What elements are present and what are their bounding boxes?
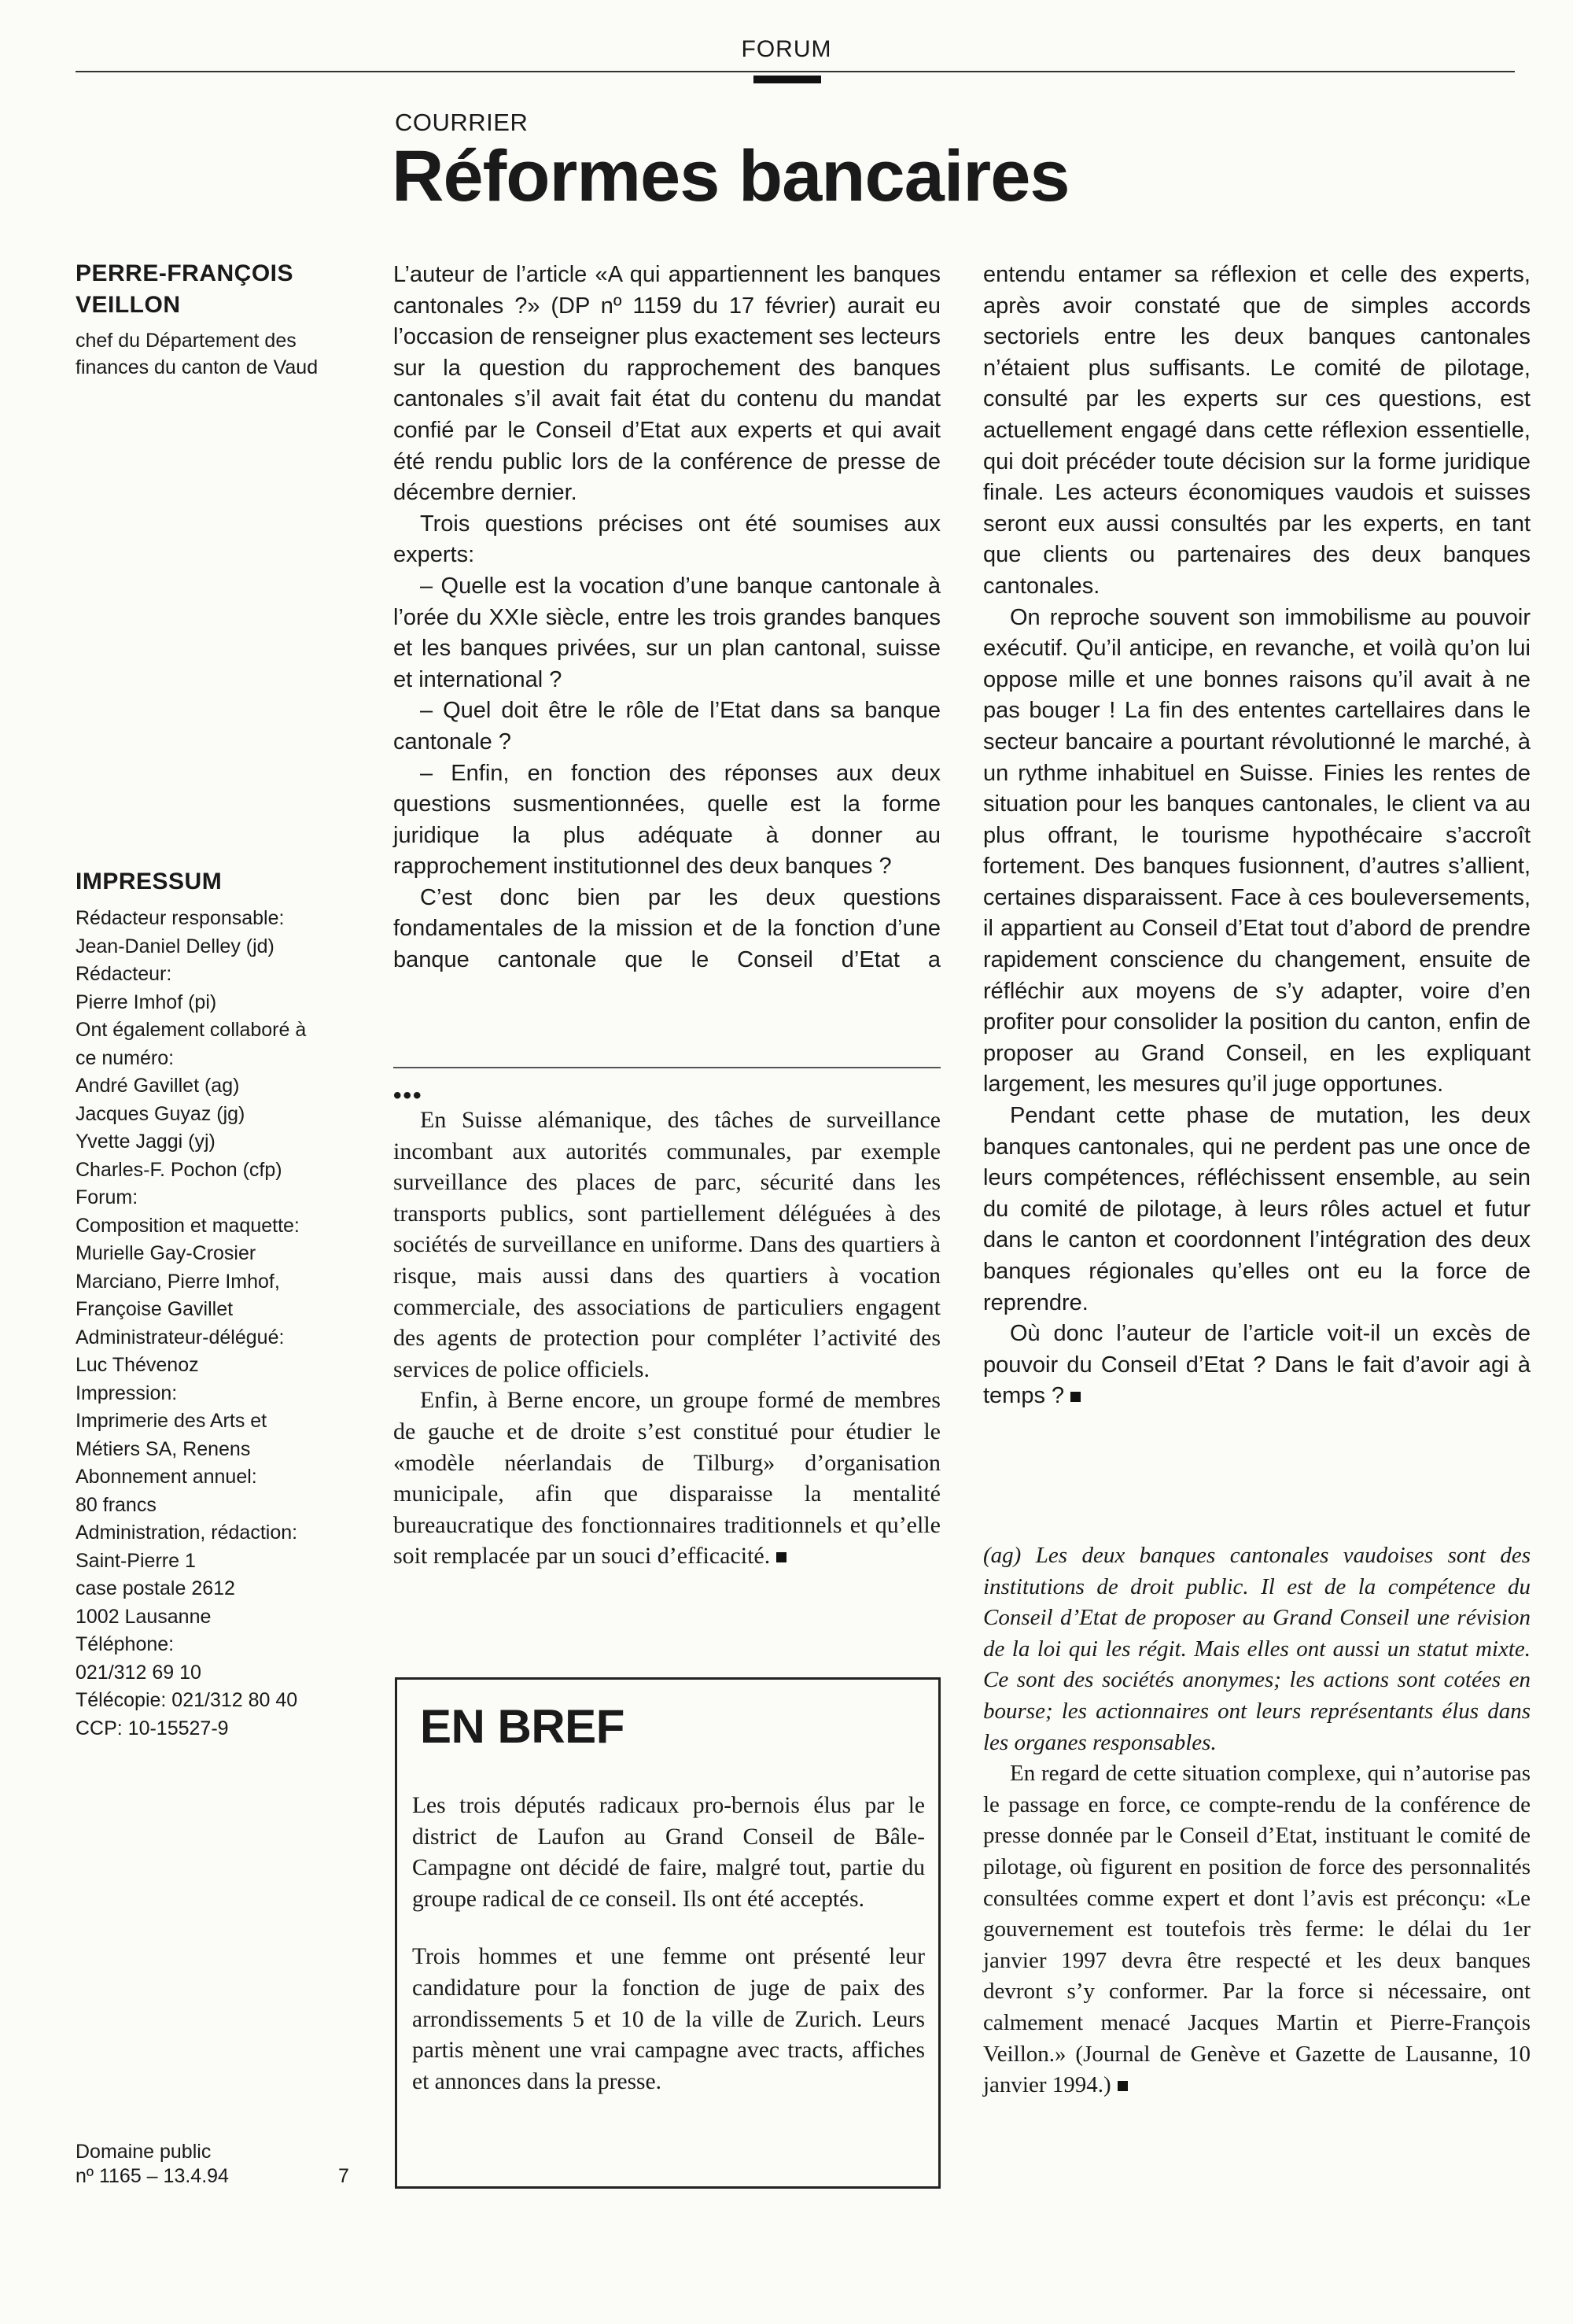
end-mark-icon (1070, 1392, 1081, 1402)
article-paragraph: L’auteur de l’article «A qui appartiennent les banques cantonales ?» (DP nº 1159 du 17 février) aurait eu l’occasion de renseigner plus exactement ses lecteurs sur la question du rapprochement des banques cantonales s’il avait fait état du contenu du mandat confié par le Conseil d’Etat aux experts et qui avait été rendu public lors de la conférence de presse de décembre dernier. (393, 262, 941, 506)
brief-text: Enfin, à Berne encore, un groupe formé de membres de gauche et de droite s’est constitué pour étudier le «modèle néerlandais de Tilburg» d’organisation municipale, afin que disparaisse la mentalité bureaucratique des fonctionnaires traditionnels et qu’elle soit remplacée par un souci d’efficacité. (393, 1387, 941, 1570)
impressum-line: Imprimerie des Arts et (76, 1410, 267, 1432)
article-paragraph: Pendant cette phase de mutation, les deux banques cantonales, qui ne perdent pas une once de leurs compétences, réfléchissent ensemble, au sein du comité de pilotage, à leurs rôles actuel et futur dans le canton et coordonnent l’intégration des deux banques régionales qu’elles ont eu la force de reprendre. (983, 1103, 1531, 1315)
en-bref-item: Les trois députés radicaux pro-bernois élus par le district de Laufon au Grand Conseil de Bâle-Campagne ont décidé de faire, malgré tout, partie du groupe radical de ce conseil. Ils ont été acceptés. (412, 1793, 925, 1912)
impressum-line: 1002 Lausanne (76, 1605, 212, 1628)
impressum-line: Charles-F. Pochon (cfp) (76, 1158, 282, 1181)
impressum-line: ce numéro: (76, 1046, 175, 1069)
note-paragraph: (ag) Les deux banques cantonales vaudoises sont des institutions de droit public. Il est de la compétence du Conseil d’Etat de proposer au Grand Conseil une révision de la loi qui les régit. Mais elles ont aussi un statut mixte. Ce sont des sociétés anonymes; les actions sont cotées en bourse; les actionnaires ont leurs représentants élus dans les organes responsables. (983, 1543, 1531, 1755)
impressum-line: Abonnement annuel: (76, 1466, 257, 1488)
impressum-line: case postale 2612 (76, 1577, 235, 1599)
en-bref-body (412, 1791, 925, 2124)
impressum-line: Yvette Jaggi (yj) (76, 1131, 216, 1153)
impressum-line: André Gavillet (ag) (76, 1075, 240, 1097)
article-paragraph: C’est donc bien par les deux questions fondamentales de la mission et de la fonction d’une banque cantonale que le Conseil d’Etat a (393, 884, 941, 973)
author-name: PERRE-FRANÇOIS VEILLON (76, 260, 294, 318)
impressum-line: Rédacteur responsable: (76, 907, 285, 929)
article-closing-text: Où donc l’auteur de l’article voit-il un excès de pouvoir du Conseil d’Etat ? Dans le fait d’avoir agi à temps ? (983, 1321, 1531, 1409)
en-bref-item: Trois hommes et une femme ont présenté leur candidature pour la fonction de juge de paix des arrondissements 5 et 10 de la ville de Zurich. Leurs partis mènent une vrai campagne avec tracts, affiches et annonces dans la presse. (412, 1944, 925, 2094)
section-label: FORUM (741, 36, 832, 62)
article-paragraph (983, 1319, 1531, 1412)
impressum-line: 80 francs (76, 1493, 157, 1516)
kicker: COURRIER (395, 109, 529, 136)
impressum-list (76, 905, 359, 1743)
article-paragraph-continued: entendu entamer sa réflexion et celle des experts, après avoir constaté que de simples accords sectoriels entre les deux banques cantonales n’étaient plus suffisants. Le comité de pilotage, consulté par les experts sur ces questions, est actuellement engagé dans cette réflexion essentielle, qui doit précéder toute décision sur la forme juridique finale. Les acteurs économiques vaudois et suisses seront eux aussi consultés par les experts, en tant que clients ou partenaires des deux banques cantonales. (983, 262, 1531, 599)
impressum-line: Ont également collaboré à (76, 1019, 307, 1041)
en-bref-title: EN BREF (420, 1700, 624, 1753)
impressum-line: Téléphone: (76, 1633, 175, 1655)
note-paragraph (983, 1758, 1531, 2101)
end-mark-icon (776, 1552, 786, 1562)
brief-paragraph: En Suisse alémanique, des tâches de surveillance incombant aux autorités communales, par exemple surveillance des places de parc, sécurité dans les transports publics, sont partiellement déléguées à des sociétés de surveillance en uniforme. Dans des quartiers à risque, mais aussi dans des quartiers à vocation commerciale, des associations de particuliers engagent des agents de protection pour compléter l’activité des services de police officiels. (393, 1107, 941, 1382)
article-paragraph: On reproche souvent son immobilisme au pouvoir exécutif. Qu’il anticipe, en revanche, et voilà qu’on lui oppose mille et une bonnes raisons qu’il avait à ne pas bouger ! La fin des ententes cartellaires dans le secteur bancaire a pourtant révolutionné le marché, à un rythme inhabituel en Suisse. Finies les rentes de situation pour les banques cantonales, le client va au plus offrant, le tourisme hypothécaire s’accroît fortement. Des banques fusionnent, d’autres s’allient, certaines disparaissent. Face à ces bouleversements, il appartient au Conseil d’Etat tout d’abord de prendre rapidement conscience du changement, ensuite de réfléchir aux moyens de s’y adapter, voire d’en profiter pour consolider la position du canton, enfin de proposer au Grand Conseil, en les expliquant largement, les mesures qu’il juge opportunes. (983, 604, 1531, 1097)
impressum-line: Rédacteur: (76, 963, 172, 985)
article-paragraph: Trois questions précises ont été soumises aux experts: (393, 511, 941, 568)
end-mark-icon (1118, 2081, 1128, 2091)
footer-issue: nº 1165 – 13.4.94 (76, 2165, 229, 2187)
separator-dots: ••• (393, 1083, 423, 1109)
impressum-line: Françoise Gavillet (76, 1298, 234, 1320)
headline: Réformes bancaires (392, 136, 1070, 216)
impressum-line: Saint-Pierre 1 (76, 1549, 196, 1572)
impressum-line: Impression: (76, 1381, 178, 1404)
author-role: chef du Département des finances du canton de Vaud (76, 330, 319, 378)
editorial-note (983, 1540, 1531, 2101)
impressum-line: Composition et maquette: (76, 1214, 300, 1237)
brief-paragraph (393, 1385, 941, 1572)
impressum-title: IMPRESSUM (76, 869, 223, 895)
header-rule (76, 71, 1515, 72)
impressum-line: Murielle Gay-Crosier (76, 1242, 256, 1264)
footer-publication: Domaine public (76, 2141, 212, 2163)
section-bar (753, 76, 821, 83)
impressum-line: Administrateur-délégué: (76, 1326, 285, 1348)
impressum-line: CCP: 10-15527-9 (76, 1717, 229, 1739)
note-text: En regard de cette situation complexe, qui n’autorise pas le passage en force, ce compte-rendu de la conférence de presse donnée par le Conseil d’Etat, instituant le comité de pilotage, où figurent en position de force des personnalités consultées comme expert et dont l’avis est préconçu: «Le gouvernement est toutefois très ferme: le délai du 1er janvier 1997 devra être respecté et les deux banques devront s’y conformer. Par la force si nécessaire, ont calmement menacé Jacques Martin et Pierre-François Veillon.» (Journal de Genève et Gazette de Lausanne, 10 janvier 1994.) (983, 1761, 1531, 2098)
impressum-line: Jacques Guyaz (jg) (76, 1102, 245, 1125)
article-paragraph: – Enfin, en fonction des réponses aux deux questions susmentionnées, quelle est la forme juridique la plus adéquate à donner au rapprochement institutionnel des deux banques ? (393, 760, 941, 880)
article-paragraph: – Quelle est la vocation d’une banque cantonale à l’orée du XXIe siècle, entre les trois grandes banques et les banques privées, sur un plan cantonal, suisse et international ? (393, 573, 941, 692)
impressum-line: Jean-Daniel Delley (jd) (76, 935, 274, 957)
impressum-line: 021/312 69 10 (76, 1661, 201, 1684)
section-divider (393, 1067, 941, 1068)
impressum-line: Luc Thévenoz (76, 1354, 199, 1376)
page-number: 7 (338, 2165, 349, 2187)
impressum-line: Pierre Imhof (pi) (76, 990, 217, 1013)
impressum-line: Marciano, Pierre Imhof, (76, 1270, 280, 1293)
impressum-line: Administration, rédaction: (76, 1522, 298, 1544)
impressum-line: Métiers SA, Renens (76, 1437, 251, 1460)
article-column-left (393, 260, 941, 976)
impressum-line: Forum: (76, 1186, 138, 1208)
article-column-right (983, 260, 1531, 1412)
impressum-line: Télécopie: 021/312 80 40 (76, 1689, 298, 1711)
article-paragraph: – Quel doit être le rôle de l’Etat dans sa banque cantonale ? (393, 698, 941, 754)
brief-column (393, 1105, 941, 1572)
